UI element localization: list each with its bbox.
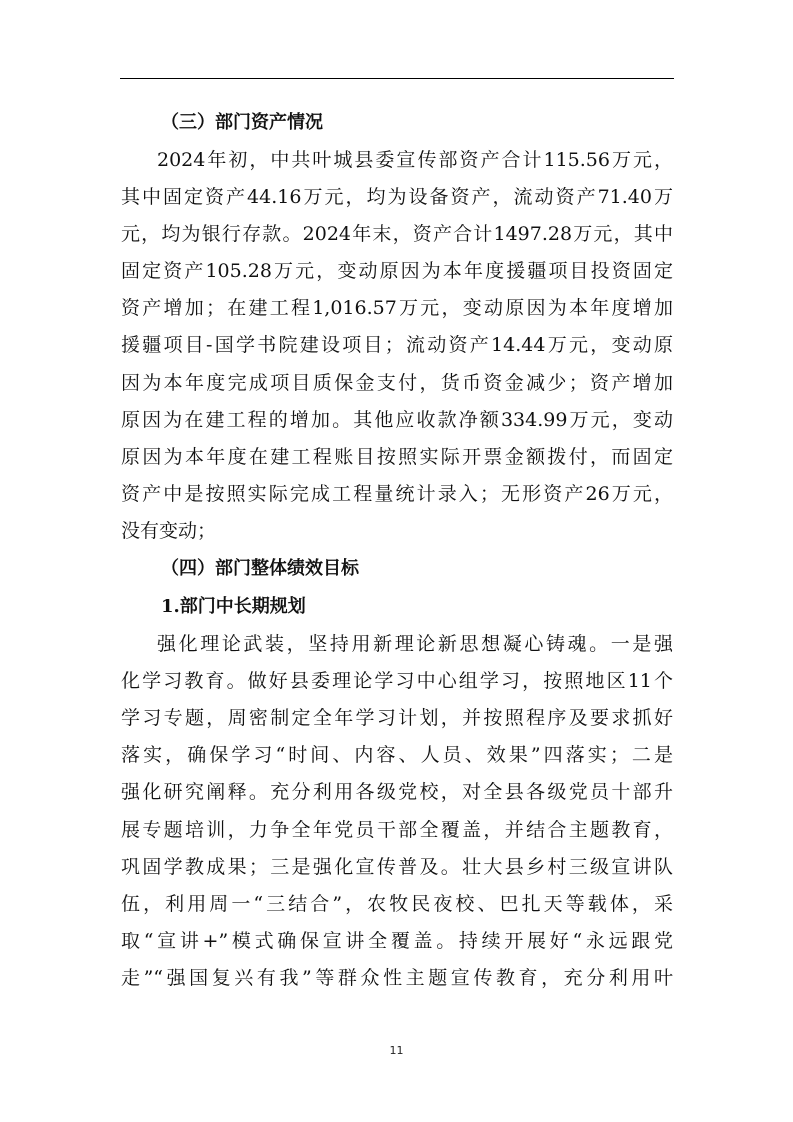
paragraph-line: 展专题培训，力争全年党员干部全覆盖，并结合主题教育，	[121, 818, 673, 841]
paragraph-line: 没有变动；	[121, 519, 217, 542]
paragraph-line: 2024年初，中共叶城县委宣传部资产合计115.56万元，	[157, 149, 673, 171]
paragraph-line: 伍，利用周一“三结合”，农牧民夜校、巴扎天等载体，采	[121, 892, 673, 915]
paragraph-line: 取“宣讲+”模式确保宣讲全覆盖。持续开展好“永远跟党	[121, 929, 673, 952]
document-body	[121, 104, 673, 997]
paragraph-line: 强化研究阐释。充分利用各级党校，对全县各级党员十部升	[121, 781, 673, 804]
paragraph-line: 强化理论武装，坚持用新理论新思想凝心铸魂。一是强	[157, 633, 673, 656]
page-number: 11	[389, 1044, 404, 1057]
paragraph-long-term-plan	[121, 626, 673, 997]
paragraph-line: 学习专题，周密制定全年学习计划，并按照程序及要求抓好	[121, 707, 673, 730]
paragraph-line: 巩固学教成果；三是强化宣传普及。壮大县乡村三级宣讲队	[121, 855, 673, 878]
header-rule	[120, 78, 674, 79]
paragraph-assets	[121, 142, 673, 550]
paragraph-line: 元，均为银行存款。2024年末，资产合计1497.28万元，其中	[121, 223, 673, 246]
paragraph-line: 走”“强国复兴有我”等群众性主题宣传教育，充分利用叶	[121, 966, 673, 989]
paragraph-line: 落实，确保学习“时间、内容、人员、效果”四落实；二是	[121, 744, 673, 767]
paragraph-line: 其中固定资产44.16万元，均为设备资产，流动资产71.40万	[121, 186, 673, 209]
paragraph-line: 因为本年度完成项目质保金支付，货币资金减少；资产增加	[121, 371, 673, 394]
paragraph-line: 资产中是按照实际完成工程量统计录入；无形资产26万元，	[121, 482, 673, 505]
paragraph-line: 援疆项目-国学书院建设项目；流动资产14.44万元，变动原	[121, 334, 673, 357]
paragraph-line: 固定资产105.28万元，变动原因为本年度援疆项目投资固定	[121, 260, 673, 283]
paragraph-line: 化学习教育。做好县委理论学习中心组学习，按照地区11个	[121, 670, 673, 693]
section-heading-assets: （三）部门资产情况	[161, 112, 323, 133]
subsection-heading-long-term-plan: 1.部门中长期规划	[161, 596, 306, 618]
section-heading-performance-goals: （四）部门整体绩效目标	[161, 558, 359, 580]
paragraph-line: 资产增加；在建工程1,016.57万元，变动原因为本年度增加	[121, 297, 673, 320]
paragraph-line: 原因为在建工程的增加。其他应收款净额334.99万元，变动	[121, 408, 673, 431]
paragraph-line: 原因为本年度在建工程账目按照实际开票金额拨付，而固定	[121, 445, 673, 468]
